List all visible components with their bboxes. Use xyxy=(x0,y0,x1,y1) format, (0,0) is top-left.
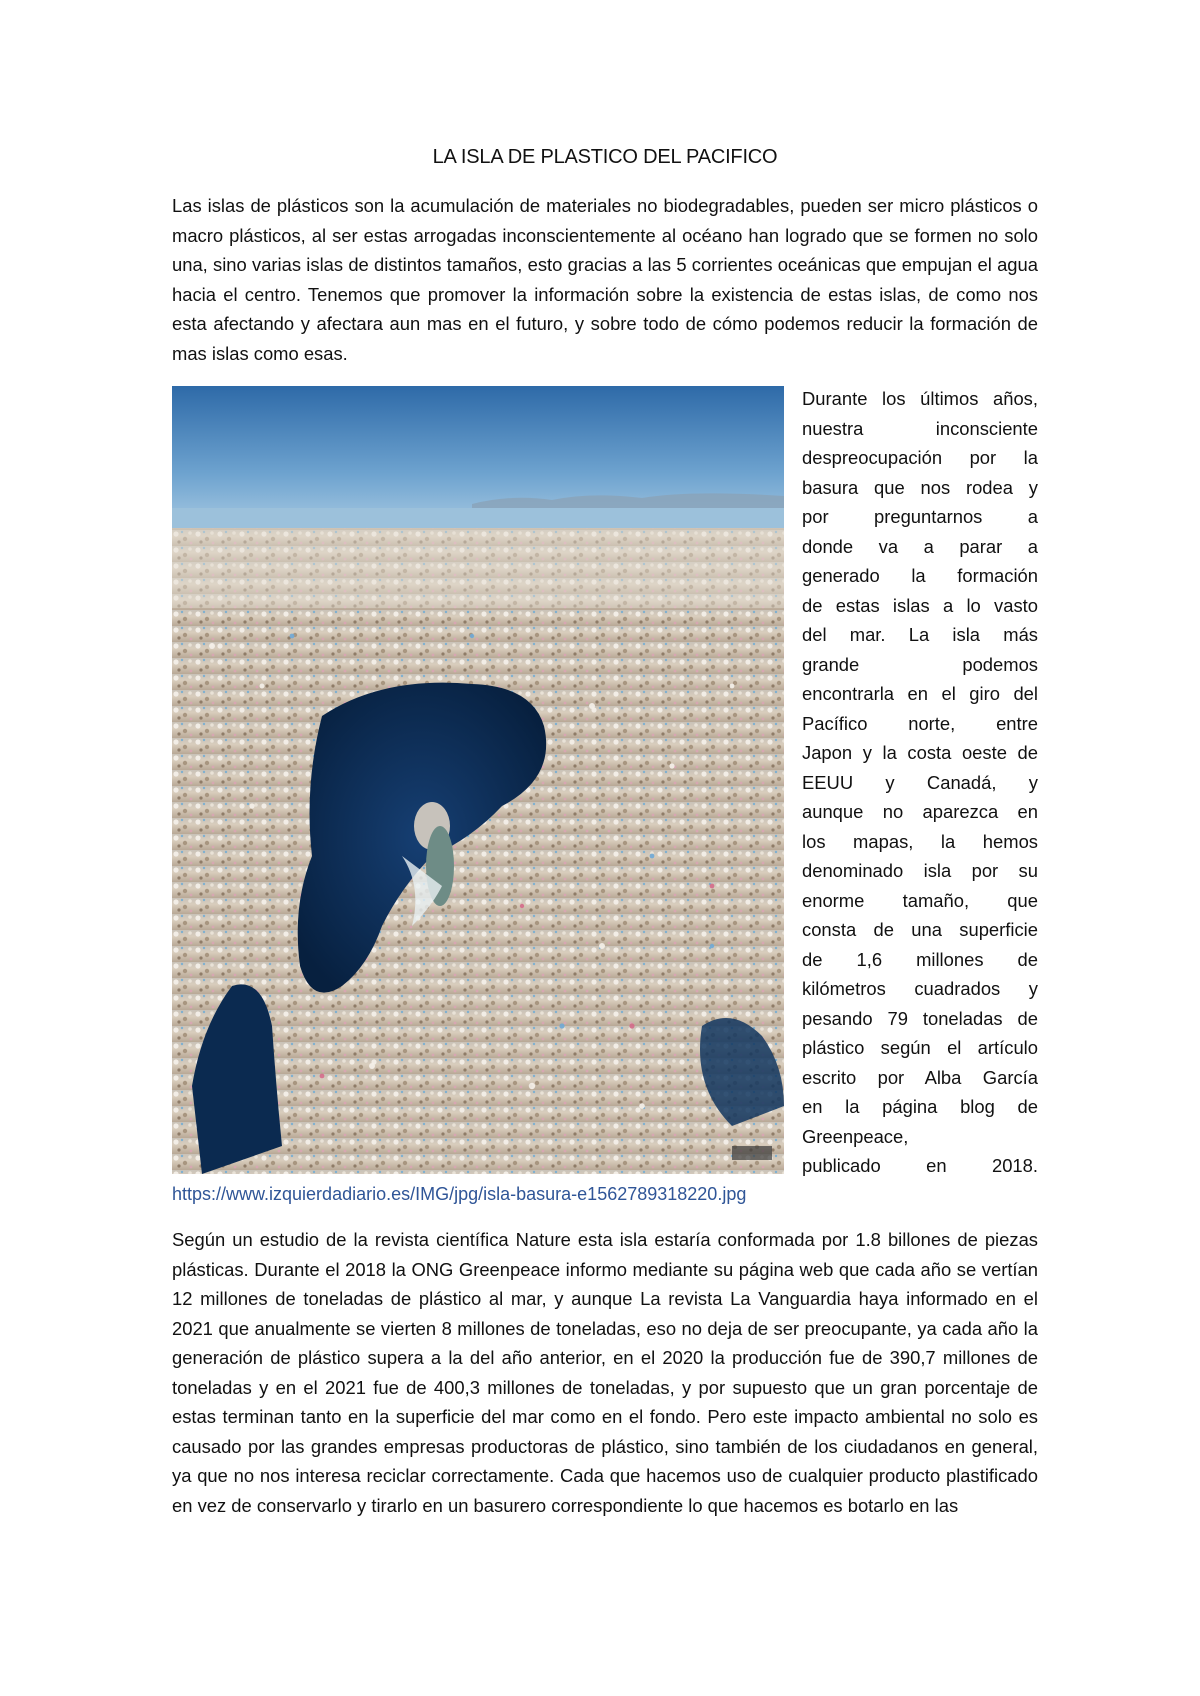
side-line: de 1,6 millones de xyxy=(802,948,1038,970)
side-line: kilómetros cuadrados y xyxy=(802,978,1038,999)
side-line: consta de una superficie xyxy=(802,919,1038,940)
side-line: denominado isla por su xyxy=(802,860,1038,881)
side-line: Japon y la costa oeste de xyxy=(802,742,1038,763)
side-line: EEUU y Canadá, y xyxy=(802,771,1038,793)
side-line: los mapas, la hemos xyxy=(802,830,1038,852)
document-title: LA ISLA DE PLASTICO DEL PACIFICO xyxy=(432,146,778,168)
side-line: publicado en 2018. xyxy=(802,1155,1038,1176)
side-line: encontrarla en el giro del xyxy=(802,683,1038,704)
side-line: enorme tamaño, que xyxy=(802,889,1038,911)
side-line: del mar. La isla más xyxy=(802,624,1038,645)
main-paragraph: Según un estudio de la revista científica Nature esta isla estaría conformada por 1.8 billones de piezas plásticas. Durante el 2018 la ONG Greenpeace informo mediante su página web que cada año se vertían 12 millones de toneladas de plástico al mar, y aunque La revista La Vanguardia haya informado en el 2021 que anualmente se vierten 8 millones de toneladas, eso no deja de ser preocupante, ya cada año la generación de plástico supera a la del año anterior, en el 2020 la producción fue de 390,7 millones de toneladas y en el 2021 fue de 400,3 millones de toneladas, y por supuesto que un gran porcentaje de estas terminan tanto en la superficie del mar como en el fondo. Pero este impacto ambiental no solo es causado por las grandes empresas productoras de plástico, sino también de los ciudadanos en general, ya que no nos interesa reciclar correctamente. Cada que hacemos uso de cualquier producto plastificado en vez de conservarlo y tirarlo en un basurero correspondiente lo que hacemos es botarlo en las xyxy=(172,1229,1038,1516)
intro-section xyxy=(172,191,1038,368)
side-line: plástico según el artículo xyxy=(802,1037,1038,1058)
side-line: basura que nos rodea y xyxy=(802,476,1038,498)
side-line: escrito por Alba García xyxy=(802,1066,1038,1088)
side-column xyxy=(802,384,1038,1181)
side-line: Pacífico norte, entre xyxy=(802,712,1038,734)
main-section xyxy=(172,1225,1038,1520)
side-line: despreocupación por la xyxy=(802,447,1038,468)
intro-paragraph: Las islas de plásticos son la acumulación de materiales no biodegradables, pueden ser micro plásticos o macro plásticos, al ser estas arrogadas inconscientemente al océano han logrado que se formen no solo una, sino varias islas de distintos tamaños, esto gracias a las 5 corrientes oceánicas que empujan el agua hacia el centro. Tenemos que promover la información sobre la existencia de estas islas, de como nos esta afectando y afectara aun mas en el futuro, y sobre todo de cómo podemos reducir la formación de mas islas como esas. xyxy=(172,195,1038,364)
side-line: en la página blog de xyxy=(802,1096,1038,1117)
side-line: donde va a parar a xyxy=(802,535,1038,557)
photo-plastic-island-icon xyxy=(172,386,784,1174)
side-line: Durante los últimos años, xyxy=(802,388,1038,409)
plastic-island-photo xyxy=(172,386,784,1174)
side-line: grande podemos xyxy=(802,653,1038,675)
side-line: por preguntarnos a xyxy=(802,506,1038,527)
image-source-link[interactable]: https://www.izquierdadiario.es/IMG/jpg/isla-basura-e1562789318220.jpg xyxy=(172,1184,747,1204)
side-line: generado la formación xyxy=(802,565,1038,586)
side-line: de estas islas a lo vasto xyxy=(802,594,1038,616)
side-line: nuestra inconsciente xyxy=(802,417,1038,439)
side-line: pesando 79 toneladas de xyxy=(802,1007,1038,1029)
side-line: Greenpeace, xyxy=(802,1125,909,1147)
side-line: aunque no aparezca en xyxy=(802,801,1038,822)
